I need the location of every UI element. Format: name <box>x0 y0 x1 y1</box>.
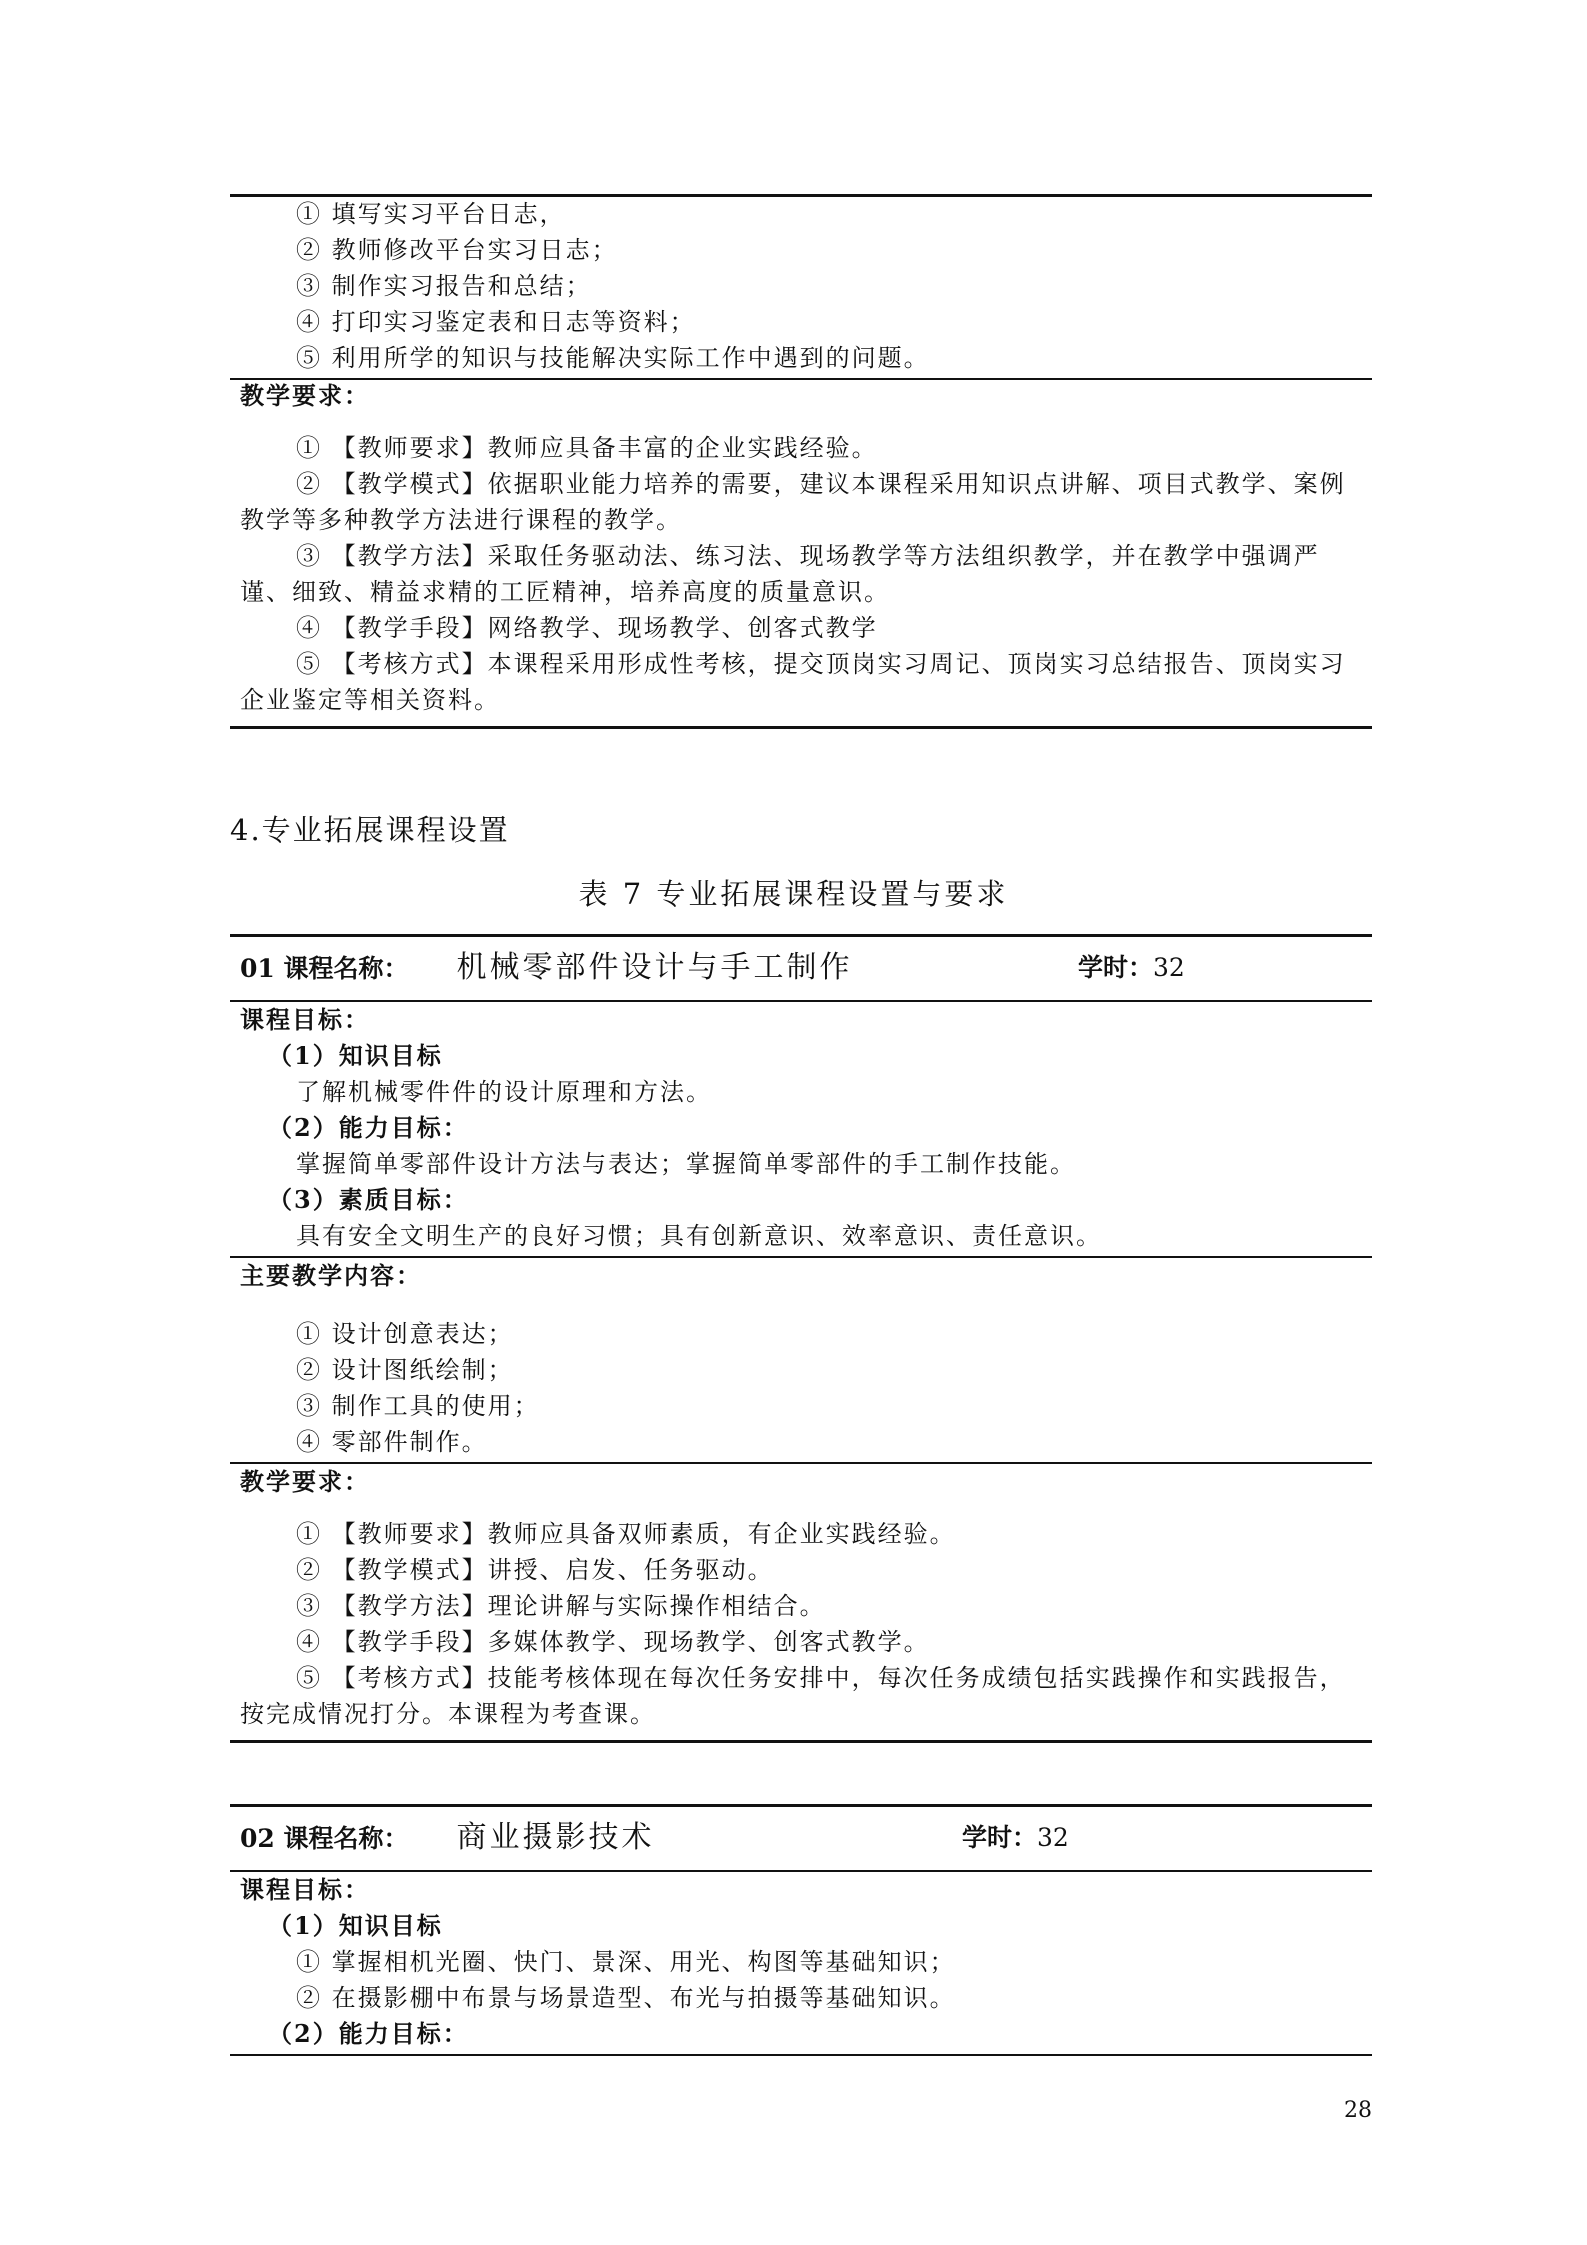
teaching-requirements-title: 教学要求： <box>240 381 370 410</box>
course1-req-1: ① 【教师要求】教师应具备双师素质，有企业实践经验。 <box>296 1520 956 1548</box>
page-number: 28 <box>1344 2098 1372 2123</box>
practice-item-4: ④ 打印实习鉴定表和日志等资料； <box>296 308 696 336</box>
course1-hours-label: 学时： <box>1078 953 1154 982</box>
course1-quality-title: （3）素质目标： <box>268 1185 469 1214</box>
course1-quality-text: 具有安全文明生产的良好习惯；具有创新意识、效率意识、责任意识。 <box>296 1222 1102 1250</box>
course2-hours-value: 32 <box>1037 1823 1069 1852</box>
requirement-mode: ② 【教学模式】依据职业能力培养的需要，建议本课程采用知识点讲解、项目式教学、案例教学等多种教学方法进行课程的教学。 <box>240 470 1346 534</box>
practice-item-3: ③ 制作实习报告和总结； <box>296 272 592 300</box>
row-divider <box>230 1000 1372 1002</box>
course1-req-title: 教学要求： <box>240 1467 370 1496</box>
course2-top-rule <box>230 1804 1372 1807</box>
course1-header <box>240 940 852 996</box>
course1-content-2: ② 设计图纸绘制； <box>296 1356 514 1384</box>
requirement-assessment: ⑤ 【考核方式】本课程采用形成性考核，提交顶岗实习周记、顶岗实习总结报告、顶岗实习企业鉴定等相关资料。 <box>240 650 1346 714</box>
course1-content-3: ③ 制作工具的使用； <box>296 1392 540 1420</box>
course1-req-2: ② 【教学模式】讲授、启发、任务驱动。 <box>296 1556 774 1584</box>
course1-ability-title: （2）能力目标： <box>268 1113 469 1142</box>
course1-hours-value: 32 <box>1153 953 1185 982</box>
course1-req-3: ③ 【教学方法】理论讲解与实际操作相结合。 <box>296 1592 826 1620</box>
practice-item-2: ② 教师修改平台实习日志； <box>296 236 618 264</box>
course2-bottom-rule <box>230 2054 1372 2056</box>
course1-content-title: 主要教学内容： <box>240 1261 422 1290</box>
row-divider <box>230 378 1372 380</box>
course2-knowledge-item-1: ① 掌握相机光圈、快门、景深、用光、构图等基础知识； <box>296 1948 956 1976</box>
course2-knowledge-item-2: ② 在摄影棚中布景与场景造型、布光与拍摄等基础知识。 <box>296 1984 956 2012</box>
requirement-teacher: ① 【教师要求】教师应具备丰富的企业实践经验。 <box>296 434 878 462</box>
course1-req-4: ④ 【教学手段】多媒体教学、现场教学、创客式教学。 <box>296 1628 930 1656</box>
course1-name: 机械零部件设计与手工制作 <box>456 950 853 985</box>
course2-ability-title: （2）能力目标： <box>268 2019 469 2048</box>
course1-knowledge-title: （1）知识目标 <box>268 1041 443 1070</box>
section-title: 4.专业拓展课程设置 <box>230 813 510 847</box>
course1-top-rule <box>230 934 1372 937</box>
course1-content-4: ④ 零部件制作。 <box>296 1428 488 1456</box>
course1-goal-title: 课程目标： <box>240 1005 370 1034</box>
table-bottom-rule <box>230 726 1372 729</box>
requirement-means: ④ 【教学手段】网络教学、现场教学、创客式教学 <box>296 614 878 642</box>
course2-goal-title: 课程目标： <box>240 1875 370 1904</box>
course2-hours <box>962 1810 1069 1866</box>
course1-req-5: ⑤ 【考核方式】技能考核体现在每次任务安排中，每次任务成绩包括实践操作和实践报告，按完成情况打分。本课程为考查课。 <box>240 1664 1346 1728</box>
course1-bottom-rule <box>230 1740 1372 1743</box>
course2-number-label: 02 课程名称： <box>240 1824 409 1853</box>
practice-item-5: ⑤ 利用所学的知识与技能解决实际工作中遇到的问题。 <box>296 344 930 372</box>
course2-header <box>240 1810 654 1866</box>
course1-ability-text: 掌握简单零部件设计方法与表达；掌握简单零部件的手工制作技能。 <box>296 1150 1076 1178</box>
row-divider <box>230 1462 1372 1464</box>
course1-content-1: ① 设计创意表达； <box>296 1320 514 1348</box>
table-caption: 表 7 专业拓展课程设置与要求 <box>578 877 1009 911</box>
practice-item-1: ① 填写实习平台日志， <box>296 200 566 228</box>
requirement-method: ③ 【教学方法】采取任务驱动法、练习法、现场教学等方法组织教学，并在教学中强调严谨、细致、精益求精的工匠精神，培养高度的质量意识。 <box>240 542 1320 606</box>
course2-hours-label: 学时： <box>962 1823 1038 1852</box>
course2-name: 商业摄影技术 <box>456 1820 655 1855</box>
course1-hours <box>1078 940 1185 996</box>
course1-number-label: 01 课程名称： <box>240 954 409 983</box>
row-divider <box>230 1870 1372 1872</box>
course2-knowledge-title: （1）知识目标 <box>268 1911 443 1940</box>
course1-knowledge-text: 了解机械零件件的设计原理和方法。 <box>296 1078 712 1106</box>
